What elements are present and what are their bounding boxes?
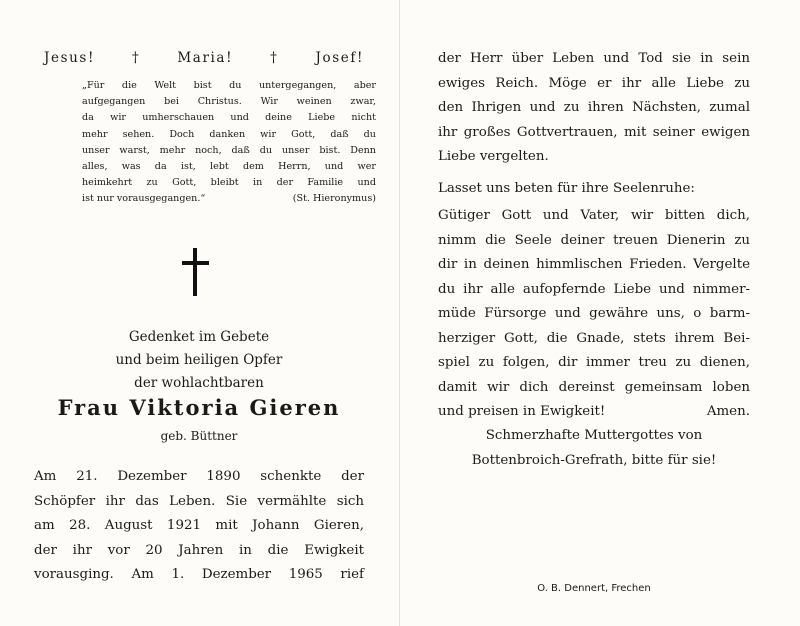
continuation-text bbox=[438, 47, 750, 170]
quote-last-line bbox=[82, 191, 376, 207]
bio-line: vorausging. Am 1. Dezember 1965 rief bbox=[34, 567, 364, 582]
fold-line bbox=[399, 0, 400, 626]
continuation-line: den Ihrigen und zu ihren Nächsten, zumal bbox=[438, 100, 750, 115]
bio-line: Schöpfer ihr das Leben. Sie vermählte sich bbox=[34, 493, 364, 509]
continuation-line: ewiges Reich. Möge er ihr alle Liebe zu bbox=[438, 75, 750, 91]
quote-last-text: ist nur vorausgegangen.“ bbox=[82, 193, 206, 205]
cross-icon bbox=[180, 248, 212, 296]
left-page bbox=[34, 0, 376, 626]
bio-line: Am 21. Dezember 1890 schenkte der bbox=[34, 469, 364, 484]
header-invocation bbox=[44, 50, 364, 66]
header-jesus: Jesus! bbox=[44, 50, 95, 66]
invocation-line: Schmerzhafte Muttergottes von bbox=[485, 428, 703, 443]
continuation-last-line: Liebe vergelten. bbox=[438, 149, 549, 164]
quote-line: heimkehrt zu Gott, bleibt in der Familie und bbox=[82, 177, 376, 189]
header-maria: Maria! bbox=[177, 50, 234, 66]
header-cross-2: † bbox=[270, 50, 279, 66]
bio-line: der ihr vor 20 Jahren in die Ewigkeit bbox=[34, 542, 364, 558]
quote-line: alles, was da ist, lebt dem Herrn, und wer bbox=[82, 161, 376, 173]
prayer-text bbox=[438, 204, 750, 425]
bio-line: am 28. August 1921 mit Johann Gieren, bbox=[34, 518, 364, 533]
quote-line: da wir umherschauen und deine Liebe nicht bbox=[82, 112, 376, 124]
printer-credit: O. B. Dennert, Frechen bbox=[537, 583, 651, 594]
prayer-line: du ihr alle aufopfernde Liebe und nimmer- bbox=[438, 281, 750, 297]
quote-source: (St. Hieronymus) bbox=[292, 193, 376, 205]
amen: Amen. bbox=[706, 404, 750, 419]
header-cross-1: † bbox=[132, 50, 141, 66]
quote-line: „Für die Welt bist du untergegangen, aber bbox=[82, 80, 376, 91]
prayer-last-line bbox=[438, 400, 750, 425]
prayer-line: damit wir dich dereinst gemeinsam loben bbox=[438, 379, 750, 395]
prayer-line: nimm die Seele deiner treuen Dienerin zu bbox=[438, 232, 750, 248]
right-page bbox=[438, 0, 750, 626]
quote-line: aufgegangen bei Christus. Wir weinen zwar, bbox=[82, 96, 376, 108]
continuation-line: der Herr über Leben und Tod sie in sein bbox=[438, 51, 750, 66]
prayer-line: spiel zu folgen, dir immer treu zu dienen, bbox=[438, 355, 750, 370]
quote-line: mehr sehen. Doch danken wir Gott, daß du bbox=[82, 128, 376, 140]
remembrance-line: und beim heiligen Opfer bbox=[115, 352, 283, 368]
continuation-line: ihr großes Gottvertrauen, mit seiner ewigen bbox=[438, 124, 750, 140]
hieronymus-quote bbox=[82, 78, 376, 208]
header-josef: Josef! bbox=[315, 50, 364, 66]
invocation-line: Bottenbroich-Grefrath, bitte für sie! bbox=[471, 452, 717, 468]
invocation bbox=[438, 424, 750, 473]
biography bbox=[34, 465, 364, 588]
prayer-line: müde Fürsorge und gewähre uns, o barm- bbox=[438, 306, 750, 321]
prayer-line: herziger Gott, die Gnade, stets ihrem Bei- bbox=[438, 330, 750, 346]
deceased-name: Frau Viktoria Gieren bbox=[57, 395, 341, 420]
prayer-last-text: und preisen in Ewigkeit! bbox=[438, 404, 606, 419]
prayer-line: Gütiger Gott und Vater, wir bitten dich, bbox=[438, 208, 750, 223]
prayer-intro: Lasset uns beten für ihre Seelenruhe: bbox=[438, 181, 695, 196]
birth-name: geb. Büttner bbox=[160, 429, 238, 443]
remembrance-line: Gedenket im Gebete bbox=[128, 329, 270, 345]
prayer-line: dir in deinen himmlischen Frieden. Vergelte bbox=[438, 257, 750, 272]
quote-line: unser warst, mehr noch, daß du unser bist. Denn bbox=[82, 144, 376, 156]
remembrance-line: der wohlachtbaren bbox=[134, 375, 264, 391]
remembrance-text bbox=[34, 326, 364, 395]
